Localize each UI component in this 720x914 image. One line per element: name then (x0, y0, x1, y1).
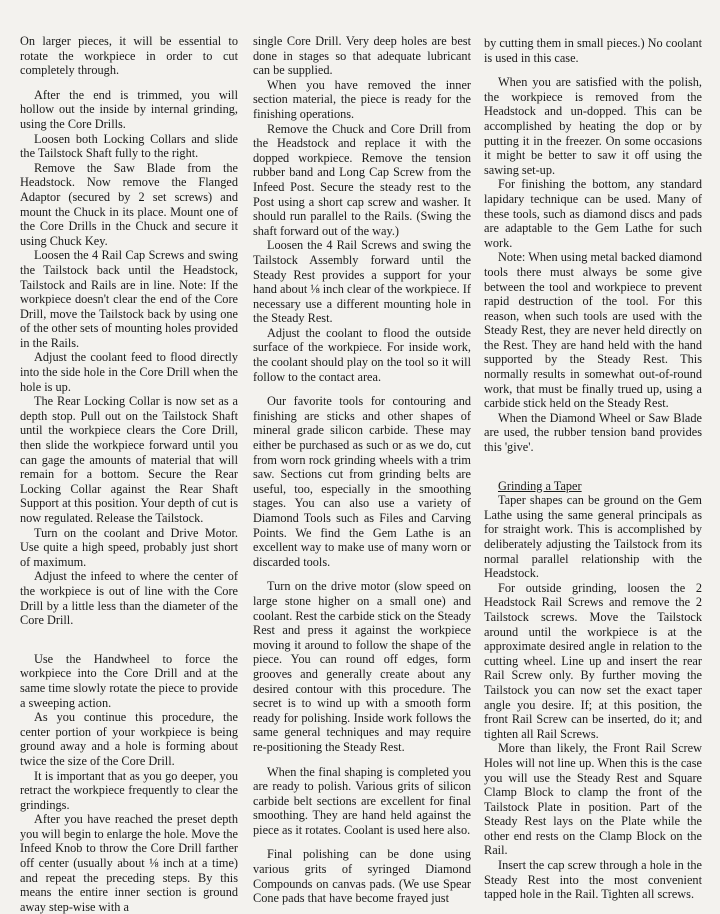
paragraph: Remove the Saw Blade from the Headstock. Now remove the Flanged Adaptor (secured by 2 set screws) and mount the Chuck in its place. Mount one of the Core Drills in the Chuck and secure it using Chuck Key. (20, 160, 238, 248)
text-column-1 (20, 34, 238, 914)
paragraph: single Core Drill. Very deep holes are best done in stages so that adequate lubricant can be supplied. (253, 34, 471, 78)
paragraph: Turn on the drive motor (slow speed on large stone higher on a small one) and coolant. Rest the carbide stick on the Steady Rest and press it against the workpiece moving it around to follow the shape of the piece. You can round off edges, form grooves and generally create about any desired contour with this procedure. The secret is to wind up with a smooth form ready for polishing. Inside work follows the same general techniques and may require re-positioning the Steady Rest. (253, 579, 471, 754)
paragraph: Note: When using metal backed diamond tools there must always be some give between the tool and workpiece to prevent rapid destruction of the tool. For this reason, when such tools are used with the Steady Rest, they are never held directly on the Rest. They are hand held with the hand supported by the Steady Rest. This normally results in somewhat out-of-round work, that must be finally trued up, using a carbide stick held on the Steady Rest. (484, 250, 702, 411)
paragraph: Adjust the coolant to flood the outside surface of the workpiece. For inside work, the coolant should play on the tool so it will follow to the contact area. (253, 325, 471, 384)
paragraph: It is important that as you go deeper, you retract the workpiece frequently to clear the grindings. (20, 768, 238, 812)
paragraph: Loosen the 4 Rail Cap Screws and swing the Tailstock back until the Headstock, Tailstock and Rails are in line. Note: If the workpiece doesn't clear the end of the Core Drill, move the Tailstock back by using one of the other sets of mounting holes provided in the Rails. (20, 248, 238, 350)
paragraph: Remove the Chuck and Core Drill from the Headstock and replace it with the dopped workpiece. Remove the tension rubber band and Long Cap Screw from the Infeed Post. Secure the steady rest to the Post using a short cap screw and washer. It should run parallel to the Rails. (Swing the shaft forward out of the way.) (253, 121, 471, 238)
paragraph: Loosen the 4 Rail Screws and swing the Tailstock Assembly forward until the Steady Rest provides a support for your hand about ⅛ inch clear of the workpiece. If necessary use a different mounting hole in the Steady Rest. (253, 238, 471, 326)
paragraph: When you are satisfied with the polish, the workpiece is removed from the Headstock and un-dopped. This can be accomplished by heating the dop or by putting it in the freezer. On some occasions it might be better to saw it off using the sawing set-up. (484, 75, 702, 177)
text-column-3 (484, 36, 702, 902)
paragraph: More than likely, the Front Rail Screw Holes will not line up. When this is the case you will use the Steady Rest and Square Clamp Block to clamp the front of the Tailstock Plate in position. Part of the Steady Rest lays on the Plate while the other end rests on the Clamp Block on the Rail. (484, 741, 702, 858)
paragraph: As you continue this procedure, the center portion of your workpiece is being ground away and a hole is forming about twice the size of the Core Drill. (20, 710, 238, 768)
paragraph: Insert the cap screw through a hole in the Steady Rest into the most convenient tapped hole in the Rail. Tighten all screws. (484, 858, 702, 902)
paragraph: The Rear Locking Collar is now set as a depth stop. Pull out on the Tailstock Shaft until the workpiece clears the Core Drill, then slide the workpiece forward until you can gage the amounts of material that will remain for a bottom. Secure the Rear Locking Collar against the Rear Shaft Support at this position. Your depth of cut is now regulated. Release the Tailstock. (20, 394, 238, 525)
paragraph: For finishing the bottom, any standard lapidary technique can be used. Many of these tools, such as diamond discs and pads are adaptable to the Gem Lathe for such work. (484, 177, 702, 250)
paragraph: Loosen both Locking Collars and slide the Tailstock Shaft fully to the right. (20, 131, 238, 161)
paragraph: Use the Handwheel to force the workpiece into the Core Drill and at the same time slowly rotate the piece to provide a sweeping action. (20, 651, 238, 710)
paragraph: Taper shapes can be ground on the Gem Lathe using the same general principals as for straight work. This is accomplished by deliberately adjusting the Tailstock from its normal parallel relationship with the Headstock. (484, 493, 702, 581)
paragraph: Adjust the infeed to where the center of the workpiece is out of line with the Core Drill by a little less than the diameter of the Core Drill. (20, 569, 238, 628)
text-column-2 (253, 34, 471, 906)
paragraph: Turn on the coolant and Drive Motor. Use quite a high speed, probably just short of maximum. (20, 525, 238, 569)
paragraph: When the Diamond Wheel or Saw Blade are used, the rubber tension band provides this 'give'. (484, 410, 702, 455)
paragraph: After you have reached the preset depth you will begin to enlarge the hole. Move the Infeed Knob to throw the Core Drill farther off center (usually about ⅛ inch at a time) and repeat the preceding steps. By this means the entire inner section is ground away step-wise with a (20, 812, 238, 914)
paragraph: by cutting them in small pieces.) No coolant is used in this case. (484, 36, 702, 65)
paragraph: After the end is trimmed, you will hollow out the inside by internal grinding, using the Core Drills. (20, 87, 238, 131)
paragraph: Adjust the coolant feed to flood directly into the side hole in the Core Drill when the hole is up. (20, 350, 238, 394)
paragraph: When you have removed the inner section material, the piece is ready for the finishing operations. (253, 77, 471, 121)
paragraph: On larger pieces, it will be essential to rotate the workpiece in order to cut completely through. (20, 34, 238, 78)
paragraph: When the final shaping is completed you are ready to polish. Various grits of silicon carbide belt sections are excellent for final smoothing. They are hand held against the piece as it rotates. Coolant is used here also. (253, 764, 471, 837)
paragraph: Our favorite tools for contouring and finishing are sticks and other shapes of mineral grade silicon carbide. These may either be purchased as such or as we do, cut from worn rock grinding wheels with a trim saw. Sections cut from grinding belts are useful, too, especially in the smoothing stages. You can also use a variety of Diamond Tools such as Files and Carving Points. We find the Gem Lathe is an excellent way to make use of many worn or discarded tools. (253, 394, 471, 569)
paragraph: Final polishing can be done using various grits of syringed Diamond Compounds on canvas pads. (We use Spear Cone pads that have become frayed just (253, 847, 471, 906)
paragraph: For outside grinding, loosen the 2 Headstock Rail Screws and remove the 2 Tailstock screws. Move the Tailstock around until the workpiece is at the approximate desired angle in relation to the cutting wheel. Line up and insert the rear Rail Screw only. By further moving the Tailstock you can now set the exact taper angle you desire. If; at this position, the front Rail Screw can be inserted, do it; and tighten all Rail Screws. (484, 580, 702, 741)
section-heading: Grinding a Taper (498, 478, 582, 493)
